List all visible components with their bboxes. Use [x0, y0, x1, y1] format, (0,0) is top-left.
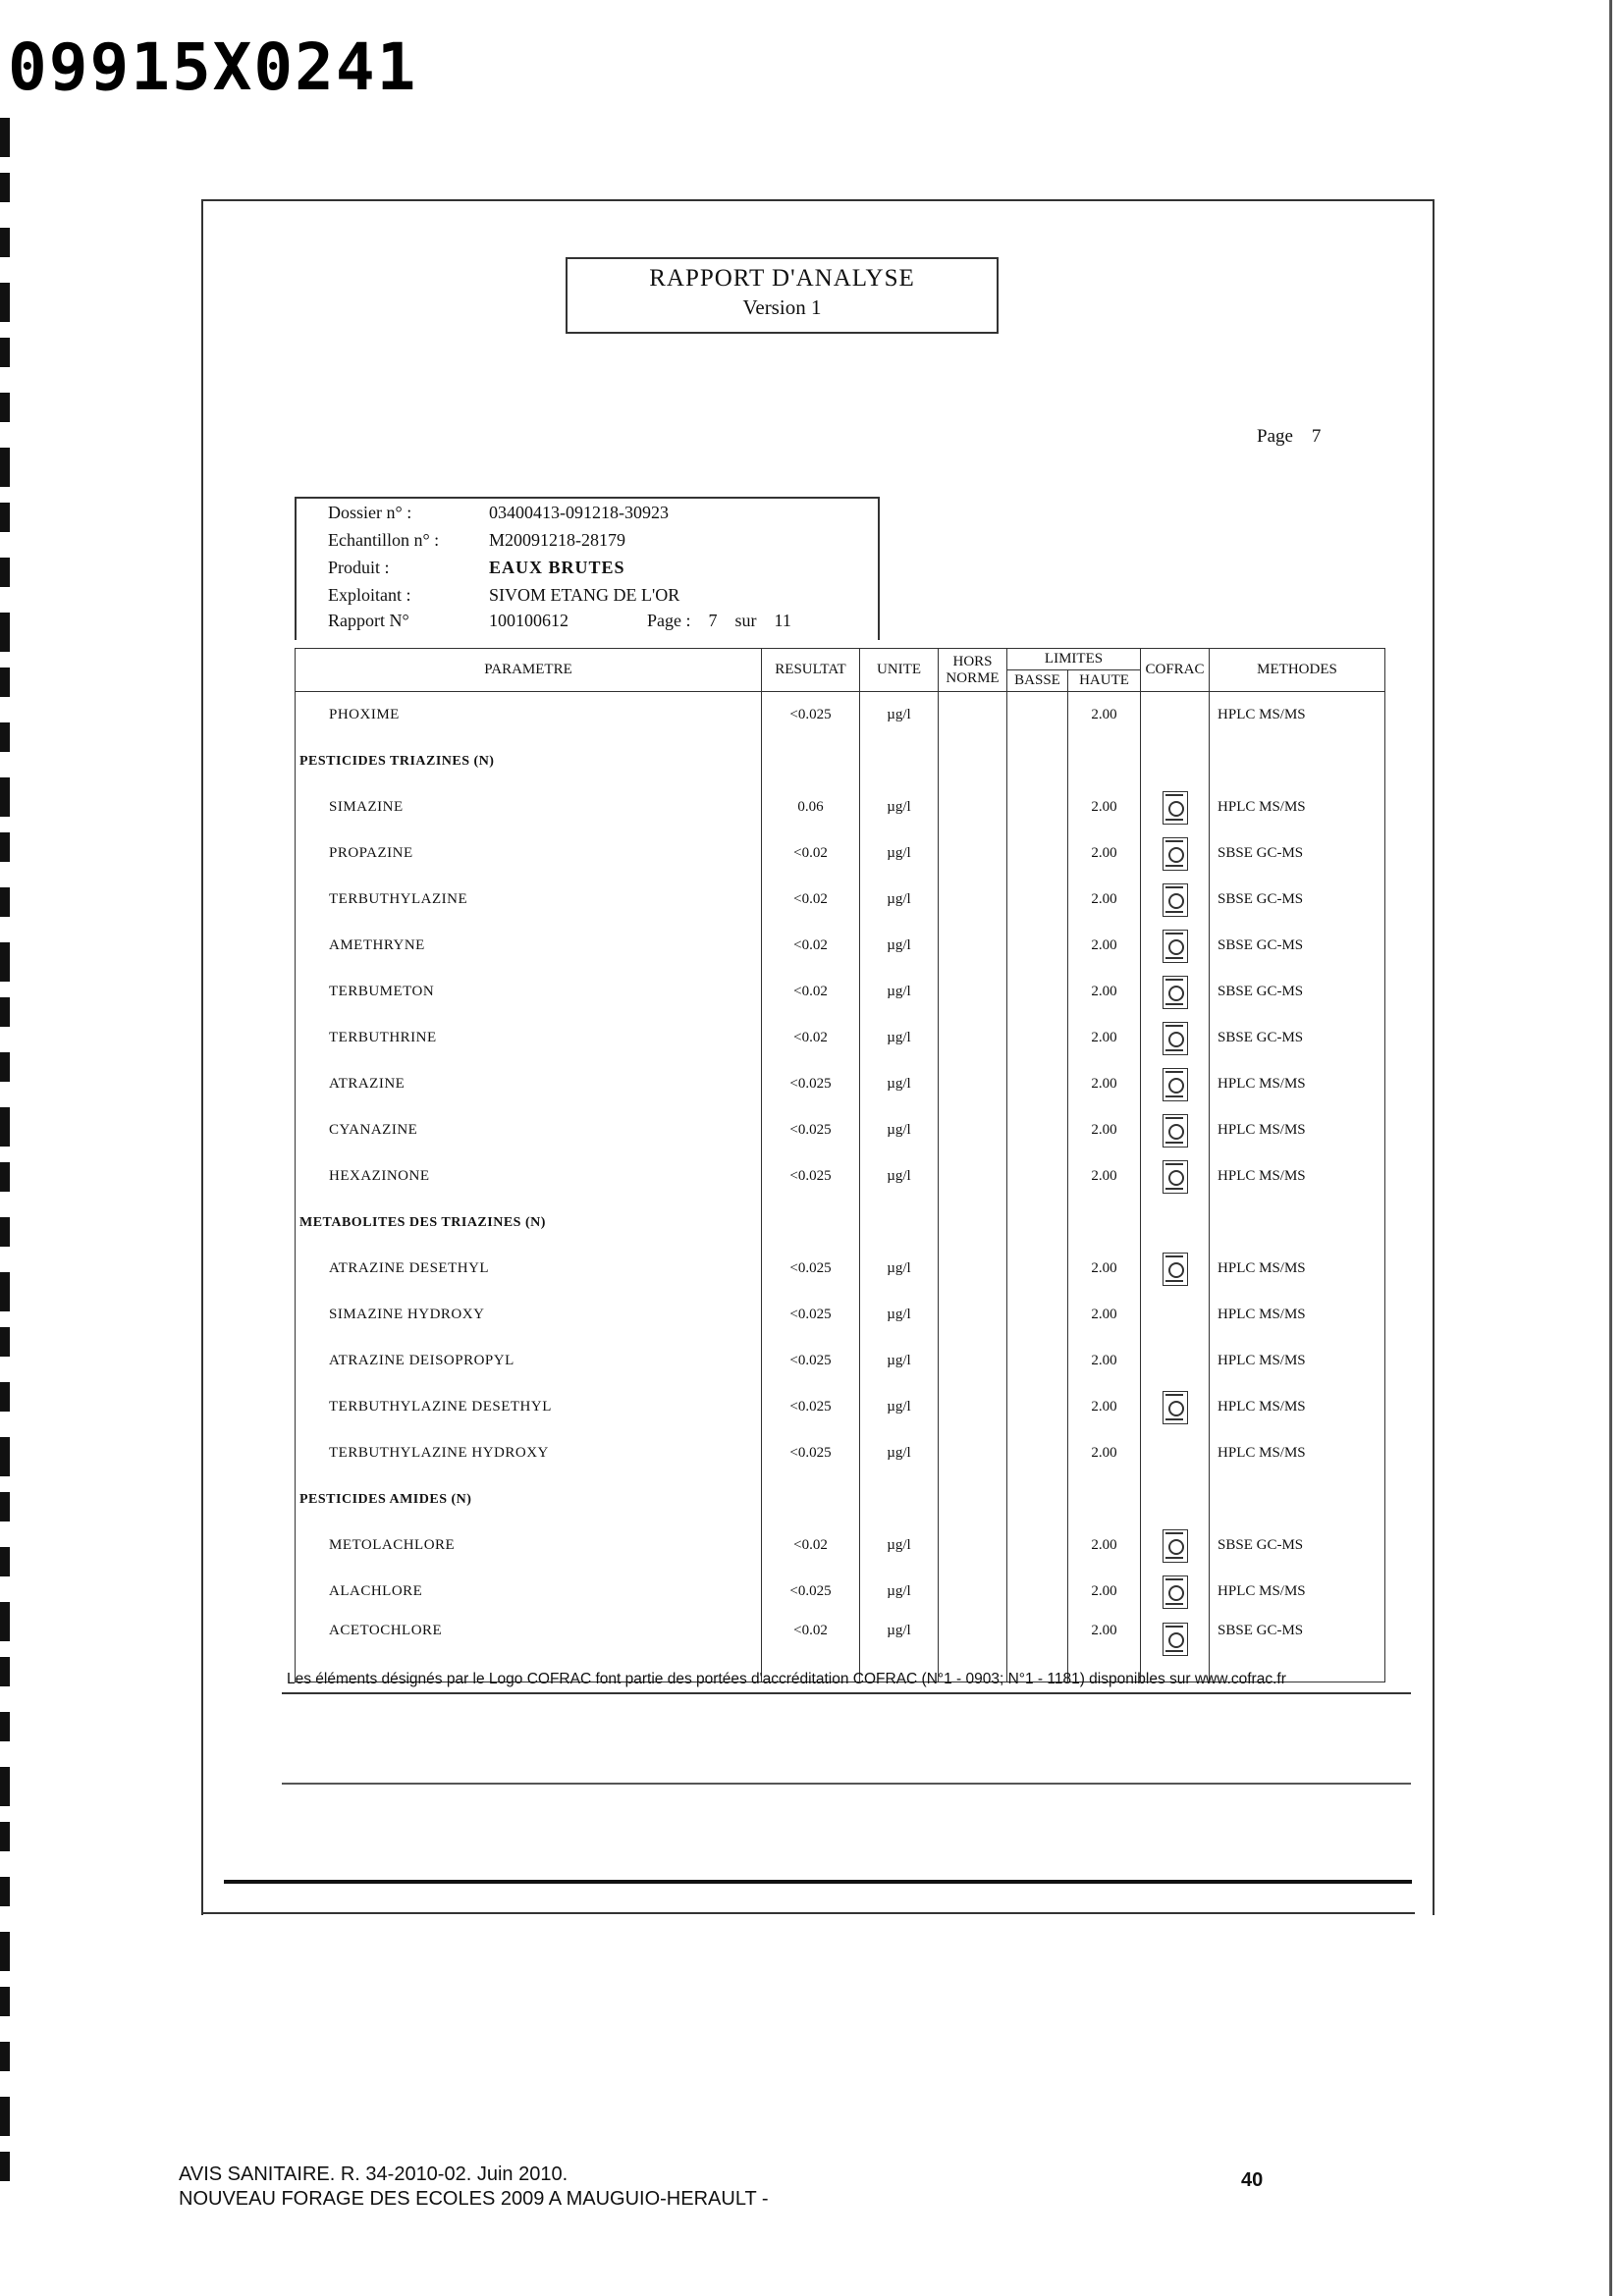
binding-mark: [0, 338, 10, 367]
table-row: [296, 923, 1385, 969]
binding-mark: [0, 2152, 10, 2181]
faint-address-block-1: [285, 1703, 288, 1717]
binding-mark: [0, 1932, 10, 1971]
cofrac-cell: [1141, 1246, 1210, 1292]
hors-norme-cell: [939, 1430, 1007, 1476]
results-table: [295, 648, 1385, 1682]
cofrac-cell: [1141, 1292, 1210, 1338]
result-value: <0.02: [762, 923, 860, 969]
binding-mark: [0, 503, 10, 532]
unit-value: µg/l: [860, 830, 939, 877]
rapport-row: [328, 611, 791, 631]
unit-value: µg/l: [860, 923, 939, 969]
hors-norme-cell: [939, 1107, 1007, 1153]
table-row: [296, 1522, 1385, 1569]
method-value: SBSE GC-MS: [1210, 830, 1385, 877]
produit-row: [328, 558, 625, 578]
table-row: [296, 969, 1385, 1015]
method-value: HPLC MS/MS: [1210, 1430, 1385, 1476]
col-unite: UNITE: [860, 649, 939, 692]
result-value: <0.025: [762, 1569, 860, 1615]
section-title: METABOLITES DES TRIAZINES (N): [296, 1200, 762, 1246]
cofrac-logo-icon: [1163, 791, 1188, 825]
table-row: [296, 877, 1385, 923]
basse-cell: [1007, 830, 1068, 877]
method-value: HPLC MS/MS: [1210, 1061, 1385, 1107]
results-body: [296, 692, 1385, 1682]
result-value: <0.025: [762, 1107, 860, 1153]
footer-line-2: NOUVEAU FORAGE DES ECOLES 2009 A MAUGUIO-HERAULT -: [179, 2188, 769, 2210]
binding-mark: [0, 2042, 10, 2071]
dossier-row: [328, 503, 669, 523]
binding-mark: [0, 1217, 10, 1247]
result-value: <0.02: [762, 1522, 860, 1569]
section-row: [296, 738, 1385, 784]
rapport-label: Rapport N°: [328, 611, 409, 630]
section-title: PESTICIDES TRIAZINES (N): [296, 738, 762, 784]
basse-cell: [1007, 1107, 1068, 1153]
table-row: [296, 1569, 1385, 1615]
table-row: [296, 1246, 1385, 1292]
param-name: ACETOCHLORE: [296, 1615, 762, 1682]
method-value: HPLC MS/MS: [1210, 1384, 1385, 1430]
unit-value: µg/l: [860, 1015, 939, 1061]
col-resultat: RESULTAT: [762, 649, 860, 692]
binding-mark: [0, 228, 10, 257]
cofrac-cell: [1141, 1153, 1210, 1200]
unit-value: µg/l: [860, 1522, 939, 1569]
cofrac-cell: [1141, 1569, 1210, 1615]
result-value: <0.02: [762, 1015, 860, 1061]
hors-norme-cell: [939, 1061, 1007, 1107]
unit-value: µg/l: [860, 1107, 939, 1153]
param-name: SIMAZINE: [296, 784, 762, 830]
unit-value: µg/l: [860, 1292, 939, 1338]
echantillon-label: Echantillon n° :: [328, 530, 440, 550]
binding-mark: [0, 777, 10, 817]
document-page-number: 40: [1241, 2169, 1264, 2191]
cofrac-cell: [1141, 1384, 1210, 1430]
page-label: Page 7: [1257, 426, 1322, 447]
cofrac-cell: [1141, 1338, 1210, 1384]
binding-mark: [0, 393, 10, 422]
produit-value: EAUX BRUTES: [489, 558, 625, 577]
cofrac-cell: [1141, 923, 1210, 969]
table-row: [296, 830, 1385, 877]
param-name: TERBUTHRINE: [296, 1015, 762, 1061]
haute-value: 2.00: [1068, 1246, 1141, 1292]
hors-norme-cell: [939, 1153, 1007, 1200]
header-row-1: [296, 649, 1385, 670]
produit-label: Produit :: [328, 558, 390, 577]
table-row: [296, 1107, 1385, 1153]
cofrac-cell: [1141, 1107, 1210, 1153]
exploitant-label: Exploitant :: [328, 585, 411, 605]
binding-mark: [0, 1987, 10, 2016]
binding-mark: [0, 1547, 10, 1576]
haute-value: 2.00: [1068, 784, 1141, 830]
param-name: TERBUTHYLAZINE DESETHYL: [296, 1384, 762, 1430]
binding-mark: [0, 558, 10, 587]
cofrac-logo-icon: [1163, 883, 1188, 917]
cofrac-logo-icon: [1163, 1022, 1188, 1055]
binding-mark: [0, 448, 10, 487]
binding-mark: [0, 1437, 10, 1476]
basse-cell: [1007, 1384, 1068, 1430]
binding-mark: [0, 667, 10, 697]
cofrac-cell: [1141, 784, 1210, 830]
cofrac-logo-icon: [1163, 1391, 1188, 1424]
method-value: HPLC MS/MS: [1210, 1153, 1385, 1200]
haute-value: 2.00: [1068, 1430, 1141, 1476]
haute-value: 2.00: [1068, 1292, 1141, 1338]
binding-mark: [0, 2097, 10, 2136]
hors-norme-cell: [939, 1015, 1007, 1061]
cofrac-logo-icon: [1163, 1160, 1188, 1194]
method-value: SBSE GC-MS: [1210, 1615, 1385, 1682]
result-value: <0.025: [762, 1061, 860, 1107]
param-name: ATRAZINE: [296, 1061, 762, 1107]
cofrac-cell: [1141, 1522, 1210, 1569]
method-value: HPLC MS/MS: [1210, 1338, 1385, 1384]
haute-value: 2.00: [1068, 1015, 1141, 1061]
result-value: <0.025: [762, 1338, 860, 1384]
binding-mark: [0, 613, 10, 652]
table-row: [296, 1338, 1385, 1384]
col-cofrac: COFRAC: [1141, 649, 1210, 692]
cofrac-cell: [1141, 877, 1210, 923]
unit-value: µg/l: [860, 1615, 939, 1682]
cofrac-cell: [1141, 1061, 1210, 1107]
unit-value: µg/l: [860, 1153, 939, 1200]
method-value: HPLC MS/MS: [1210, 1292, 1385, 1338]
param-name: HEXAZINONE: [296, 1153, 762, 1200]
unit-value: µg/l: [860, 969, 939, 1015]
param-name: TERBUTHYLAZINE: [296, 877, 762, 923]
basse-cell: [1007, 784, 1068, 830]
haute-value: 2.00: [1068, 1615, 1141, 1682]
param-name: ALACHLORE: [296, 1569, 762, 1615]
param-name: TERBUMETON: [296, 969, 762, 1015]
scan-binding-marks: [0, 118, 14, 2179]
hors-norme-cell: [939, 1384, 1007, 1430]
exploitant-row: [328, 585, 679, 606]
dossier-value: 03400413-091218-30923: [489, 503, 669, 522]
dossier-label: Dossier n° :: [328, 503, 412, 522]
cofrac-logo-icon: [1163, 1253, 1188, 1286]
param-name: PHOXIME: [296, 692, 762, 739]
sample-info-box: [295, 497, 880, 640]
haute-value: 2.00: [1068, 923, 1141, 969]
hors-norme-cell: [939, 830, 1007, 877]
footer-line-1: AVIS SANITAIRE. R. 34-2010-02. Juin 2010.: [179, 2163, 568, 2185]
param-name: TERBUTHYLAZINE HYDROXY: [296, 1430, 762, 1476]
cofrac-logo-icon: [1163, 1575, 1188, 1609]
binding-mark: [0, 997, 10, 1027]
cofrac-cell: [1141, 692, 1210, 739]
col-parametre: PARAMETRE: [296, 649, 762, 692]
binding-mark: [0, 1602, 10, 1641]
table-row: [296, 692, 1385, 739]
report-title: RAPPORT D'ANALYSE: [649, 265, 915, 292]
result-value: <0.025: [762, 1430, 860, 1476]
method-value: HPLC MS/MS: [1210, 784, 1385, 830]
basse-cell: [1007, 923, 1068, 969]
param-name: ATRAZINE DESETHYL: [296, 1246, 762, 1292]
binding-mark: [0, 1822, 10, 1851]
basse-cell: [1007, 1430, 1068, 1476]
result-value: <0.025: [762, 1292, 860, 1338]
binding-mark: [0, 118, 10, 157]
unit-value: µg/l: [860, 877, 939, 923]
hors-norme-cell: [939, 877, 1007, 923]
norme-label: NORME: [946, 669, 1000, 686]
section-title: PESTICIDES AMIDES (N): [296, 1476, 762, 1522]
col-limites: LIMITES: [1007, 649, 1141, 670]
result-value: <0.02: [762, 1615, 860, 1682]
haute-value: 2.00: [1068, 1338, 1141, 1384]
section-row: [296, 1476, 1385, 1522]
sheet-bottom-border: [201, 1912, 1415, 1914]
binding-mark: [0, 1657, 10, 1686]
param-name: METOLACHLORE: [296, 1522, 762, 1569]
method-value: HPLC MS/MS: [1210, 1569, 1385, 1615]
binding-mark: [0, 173, 10, 202]
binding-mark: [0, 1877, 10, 1906]
binding-mark: [0, 1107, 10, 1147]
unit-value: µg/l: [860, 1338, 939, 1384]
cofrac-cell: [1141, 969, 1210, 1015]
basse-cell: [1007, 1338, 1068, 1384]
exploitant-value: SIVOM ETANG DE L'OR: [489, 585, 680, 605]
haute-value: 2.00: [1068, 1061, 1141, 1107]
method-value: HPLC MS/MS: [1210, 1246, 1385, 1292]
cofrac-note: Les éléments désignés par le Logo COFRAC font partie des portées d'accréditation COFRAC (N°1 - 0903; N°1 - 1181) disponibles sur www.cofrac.fr: [287, 1671, 1286, 1687]
basse-cell: [1007, 1292, 1068, 1338]
binding-mark: [0, 1052, 10, 1082]
echantillon-row: [328, 530, 625, 551]
rapport-value: 100100612: [489, 611, 568, 630]
basse-cell: [1007, 1522, 1068, 1569]
method-value: HPLC MS/MS: [1210, 1107, 1385, 1153]
table-row: [296, 1061, 1385, 1107]
binding-mark: [0, 283, 10, 322]
col-hors-norme: [939, 649, 1007, 692]
hors-norme-cell: [939, 969, 1007, 1015]
result-value: <0.025: [762, 1384, 860, 1430]
binding-mark: [0, 1272, 10, 1311]
table-row: [296, 784, 1385, 830]
basse-cell: [1007, 1153, 1068, 1200]
result-value: <0.025: [762, 1246, 860, 1292]
table-row: [296, 1292, 1385, 1338]
cofrac-logo-icon: [1163, 1529, 1188, 1563]
hors-norme-cell: [939, 1338, 1007, 1384]
method-value: SBSE GC-MS: [1210, 1015, 1385, 1061]
cofrac-logo-icon: [1163, 1623, 1188, 1656]
haute-value: 2.00: [1068, 1569, 1141, 1615]
cofrac-logo-icon: [1163, 1114, 1188, 1148]
col-haute: HAUTE: [1068, 670, 1141, 692]
binding-mark: [0, 1492, 10, 1522]
binding-mark: [0, 1162, 10, 1192]
sheet-bottom-rule: [224, 1880, 1412, 1884]
hors-norme-cell: [939, 692, 1007, 739]
col-basse: BASSE: [1007, 670, 1068, 692]
cofrac-logo-icon: [1163, 976, 1188, 1009]
haute-value: 2.00: [1068, 1522, 1141, 1569]
table-row: [296, 1384, 1385, 1430]
cofrac-cell: [1141, 1430, 1210, 1476]
hors-norme-cell: [939, 784, 1007, 830]
method-value: SBSE GC-MS: [1210, 1522, 1385, 1569]
result-value: <0.025: [762, 692, 860, 739]
basse-cell: [1007, 1061, 1068, 1107]
param-name: AMETHRYNE: [296, 923, 762, 969]
echantillon-value: M20091218-28179: [489, 530, 625, 550]
unit-value: µg/l: [860, 784, 939, 830]
hors-norme-cell: [939, 1292, 1007, 1338]
basse-cell: [1007, 877, 1068, 923]
method-value: SBSE GC-MS: [1210, 969, 1385, 1015]
report-title-box: [566, 257, 999, 334]
haute-value: 2.00: [1068, 969, 1141, 1015]
table-row: [296, 1430, 1385, 1476]
haute-value: 2.00: [1068, 877, 1141, 923]
hors-norme-cell: [939, 1522, 1007, 1569]
unit-value: µg/l: [860, 692, 939, 739]
result-value: <0.025: [762, 1153, 860, 1200]
footer-rule-bottom: [282, 1783, 1411, 1785]
cofrac-logo-icon: [1163, 837, 1188, 871]
col-methodes: METHODES: [1210, 649, 1385, 692]
scan-edge: [1609, 0, 1612, 2296]
method-value: HPLC MS/MS: [1210, 692, 1385, 739]
param-name: SIMAZINE HYDROXY: [296, 1292, 762, 1338]
result-value: <0.02: [762, 969, 860, 1015]
cofrac-cell: [1141, 1015, 1210, 1061]
binding-mark: [0, 1382, 10, 1412]
haute-value: 2.00: [1068, 692, 1141, 739]
basse-cell: [1007, 1569, 1068, 1615]
param-name: ATRAZINE DEISOPROPYL: [296, 1338, 762, 1384]
unit-value: µg/l: [860, 1061, 939, 1107]
method-value: SBSE GC-MS: [1210, 877, 1385, 923]
haute-value: 2.00: [1068, 1384, 1141, 1430]
unit-value: µg/l: [860, 1246, 939, 1292]
basse-cell: [1007, 692, 1068, 739]
hors-norme-cell: [939, 923, 1007, 969]
rapport-page: Page : 7 sur 11: [647, 611, 791, 630]
section-row: [296, 1200, 1385, 1246]
binding-mark: [0, 1712, 10, 1741]
binding-mark: [0, 832, 10, 862]
cofrac-cell: [1141, 830, 1210, 877]
unit-value: µg/l: [860, 1384, 939, 1430]
method-value: SBSE GC-MS: [1210, 923, 1385, 969]
hors-label: HORS: [952, 653, 993, 669]
cofrac-logo-icon: [1163, 1068, 1188, 1101]
basse-cell: [1007, 969, 1068, 1015]
basse-cell: [1007, 1246, 1068, 1292]
binding-mark: [0, 887, 10, 917]
param-name: PROPAZINE: [296, 830, 762, 877]
haute-value: 2.00: [1068, 1107, 1141, 1153]
table-row: [296, 1153, 1385, 1200]
footer-rule-top: [282, 1692, 1411, 1694]
param-name: CYANAZINE: [296, 1107, 762, 1153]
hors-norme-cell: [939, 1246, 1007, 1292]
unit-value: µg/l: [860, 1430, 939, 1476]
scan-id: 09915X0241: [8, 29, 418, 105]
result-value: <0.02: [762, 830, 860, 877]
binding-mark: [0, 1767, 10, 1806]
binding-mark: [0, 942, 10, 982]
document-footer: [179, 2163, 769, 2212]
result-value: <0.02: [762, 877, 860, 923]
hors-norme-cell: [939, 1569, 1007, 1615]
haute-value: 2.00: [1068, 1153, 1141, 1200]
unit-value: µg/l: [860, 1569, 939, 1615]
report-version: Version 1: [742, 295, 822, 319]
binding-mark: [0, 1327, 10, 1357]
basse-cell: [1007, 1015, 1068, 1061]
cofrac-logo-icon: [1163, 930, 1188, 963]
binding-mark: [0, 722, 10, 752]
haute-value: 2.00: [1068, 830, 1141, 877]
result-value: 0.06: [762, 784, 860, 830]
table-row: [296, 1015, 1385, 1061]
